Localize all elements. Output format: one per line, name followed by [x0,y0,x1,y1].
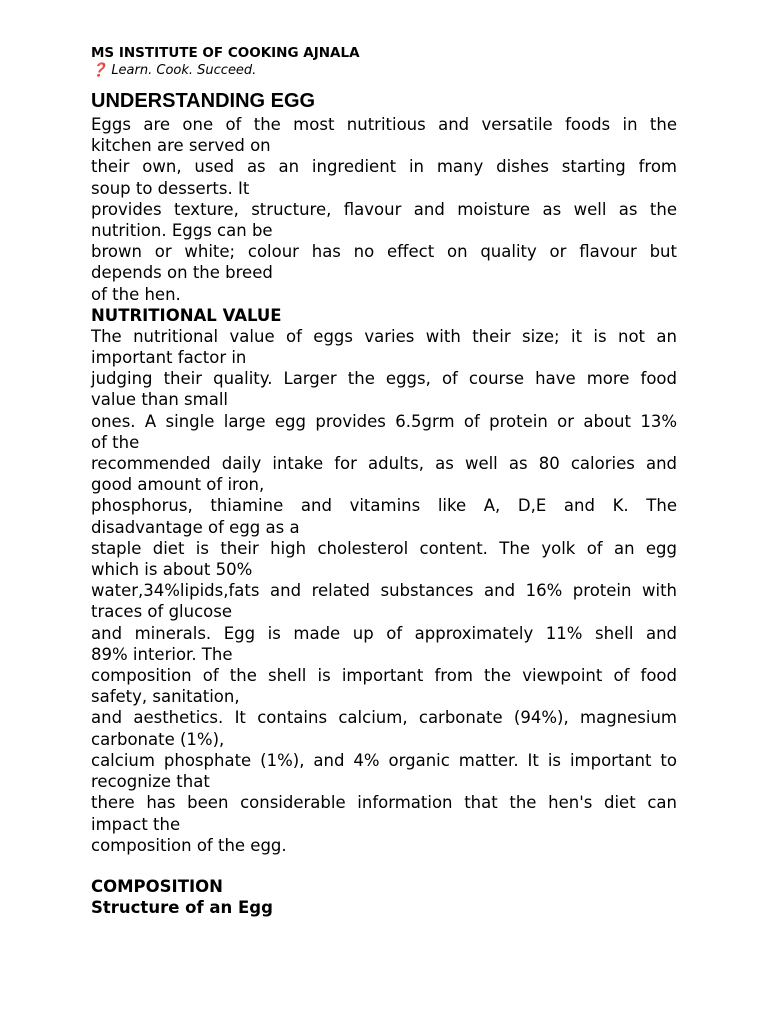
nutrition-line: calcium phosphate (1%), and 4% organic matter. It is important to [91,750,677,770]
intro-line: soup to desserts. It [91,178,250,198]
intro-line: Eggs are one of the most nutritious and versatile foods in the [91,115,677,134]
nutrition-paragraph [91,326,677,856]
nutrition-line: judging their quality. Larger the eggs, of course have more food [91,369,677,389]
intro-line: provides texture, structure, flavour and moisture as well as the [91,199,677,219]
nutrition-line: disadvantage of egg as a [91,517,300,537]
composition-heading: COMPOSITION [91,876,223,896]
nutrition-line: recognize that [91,772,210,792]
nutrition-line: ones. A single large egg provides 6.5grm of protein or about 13% [91,411,677,431]
nutrition-line: traces of glucose [91,602,233,622]
nutrition-line: impact the [91,814,181,834]
nutrition-line: and aesthetics. It contains calcium, carbonate (94%), magnesium [91,708,677,728]
document-page [91,44,677,918]
nutrition-line: recommended daily intake for adults, as well as 80 calories and [91,454,677,474]
intro-line: their own, used as an ingredient in many dishes starting from [91,157,677,177]
nutrition-line: phosphorus, thiamine and vitamins like A, D,E and K. The [91,496,677,516]
nutrition-line: composition of the egg. [91,835,287,855]
intro-paragraph [91,114,677,305]
structure-heading: Structure of an Egg [91,897,273,917]
intro-line: brown or white; colour has no effect on quality or flavour but [91,242,677,262]
nutrition-line: composition of the shell is important from the viewpoint of food [91,666,677,686]
tagline: ❓ Learn. Cook. Succeed. [91,63,257,78]
nutrition-line: staple diet is their high cholesterol content. The yolk of an egg [91,538,677,558]
nutrition-line: which is about 50% [91,560,253,580]
intro-line: depends on the breed [91,263,273,283]
nutrition-line: of the [91,432,140,452]
intro-line: of the hen. [91,284,181,304]
nutrition-line: and minerals. Egg is made up of approximately 11% shell and [91,623,677,643]
nutritional-value-heading: NUTRITIONAL VALUE [91,305,282,325]
nutrition-line: there has been considerable information that the hen's diet can [91,793,677,813]
page-title: UNDERSTANDING EGG [91,90,316,112]
nutrition-line: The nutritional value of eggs varies with their size; it is not an [91,326,677,346]
nutrition-line: carbonate (1%), [91,729,225,749]
nutrition-line: good amount of iron, [91,475,265,495]
section-spacer [91,856,677,876]
institute-name: MS INSTITUTE OF COOKING AJNALA [91,45,360,61]
nutrition-line: important factor in [91,348,247,368]
nutrition-line: 89% interior. The [91,644,233,664]
nutrition-line: water,34%lipids,fats and related substances and 16% protein with [91,581,677,601]
nutrition-line: safety, sanitation, [91,687,240,707]
intro-line: kitchen are served on [91,136,271,156]
nutrition-line: value than small [91,390,229,410]
intro-line: nutrition. Eggs can be [91,221,273,241]
